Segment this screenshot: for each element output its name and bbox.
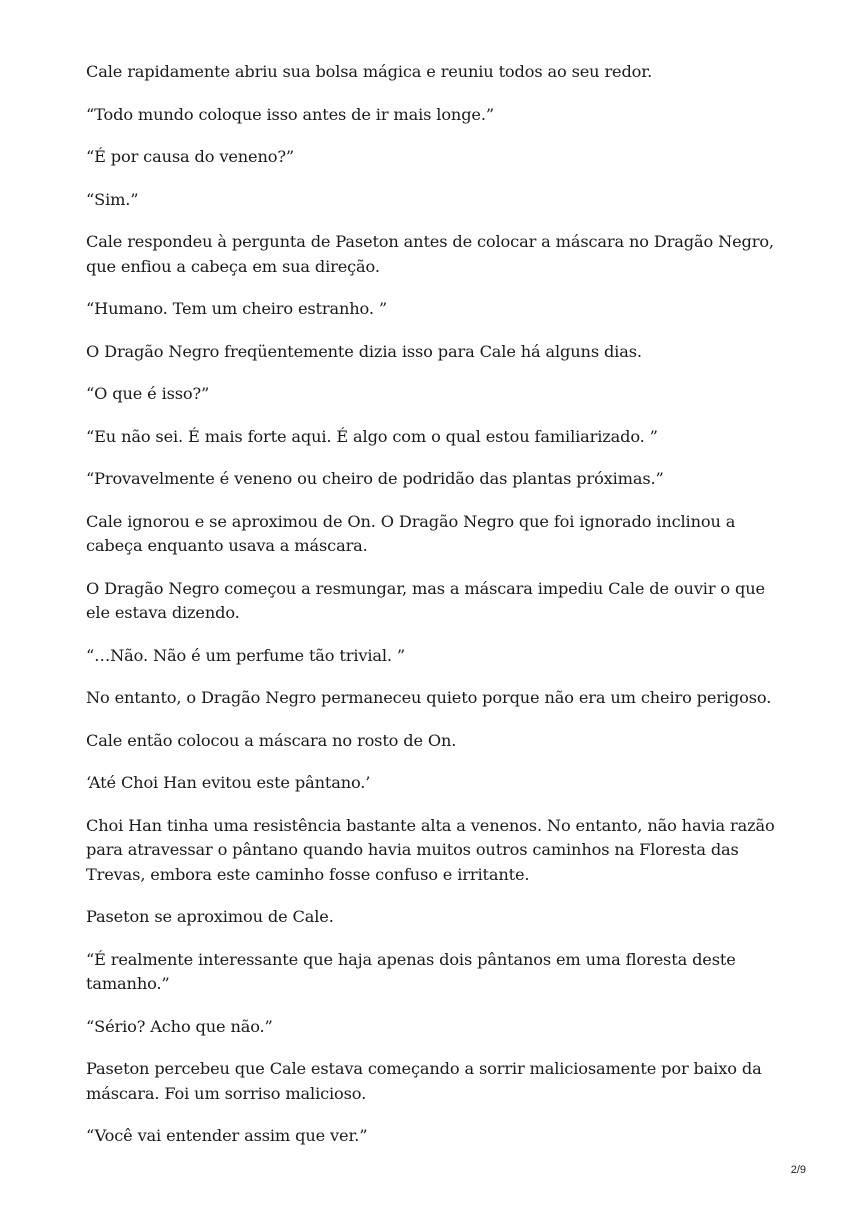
paragraph: “É por causa do veneno?” <box>86 147 294 166</box>
paragraph: “Todo mundo coloque isso antes de ir mais longe.” <box>86 104 494 124</box>
paragraph: O Dragão Negro freqüentemente dizia isso para Cale há alguns dias. <box>86 341 642 361</box>
paragraph: Cale respondeu à pergunta de Paseton antes de colocar a máscara no Dragão Negro, que enfiou a cabeça em sua direção. <box>86 232 774 276</box>
paragraph: “…Não. Não é um perfume tão trivial. ” <box>86 645 406 665</box>
paragraph: Cale então colocou a máscara no rosto de On. <box>86 730 457 750</box>
document-body <box>86 60 786 1167</box>
paragraph: “Sério? Acho que não.” <box>86 1016 273 1036</box>
paragraph: O Dragão Negro começou a resmungar, mas a máscara impediu Cale de ouvir o que ele estava dizendo. <box>86 578 765 622</box>
paragraph: “Eu não sei. É mais forte aqui. É algo com o qual estou familiarizado. ” <box>86 426 658 446</box>
paragraph: “Provavelmente é veneno ou cheiro de podridão das plantas próximas.” <box>86 469 664 488</box>
paragraph: “Sim.” <box>86 189 139 209</box>
paragraph: “Você vai entender assim que ver.” <box>86 1126 368 1145</box>
paragraph: “Humano. Tem um cheiro estranho. ” <box>86 299 387 318</box>
paragraph: “O que é isso?” <box>86 384 210 403</box>
page-number: 2/9 <box>790 1164 806 1176</box>
paragraph: Paseton percebeu que Cale estava começando a sorrir maliciosamente por baixo da máscara. Foi um sorriso malicioso. <box>86 1059 762 1103</box>
paragraph: Paseton se aproximou de Cale. <box>86 907 334 926</box>
paragraph: Cale ignorou e se aproximou de On. O Dragão Negro que foi ignorado inclinou a cabeça enquanto usava a máscara. <box>86 511 736 555</box>
paragraph: Cale rapidamente abriu sua bolsa mágica e reuniu todos ao seu redor. <box>86 62 653 81</box>
paragraph: “É realmente interessante que haja apenas dois pântanos em uma floresta deste tamanho.” <box>86 949 736 993</box>
paragraph: Choi Han tinha uma resistência bastante alta a venenos. No entanto, não havia razão para atravessar o pântano quando havia muitos outros caminhos na Floresta das Trevas, embora este caminho fosse confuso e irritante. <box>86 815 775 884</box>
paragraph: ‘Até Choi Han evitou este pântano.’ <box>86 773 371 792</box>
paragraph: No entanto, o Dragão Negro permaneceu quieto porque não era um cheiro perigoso. <box>86 688 772 707</box>
